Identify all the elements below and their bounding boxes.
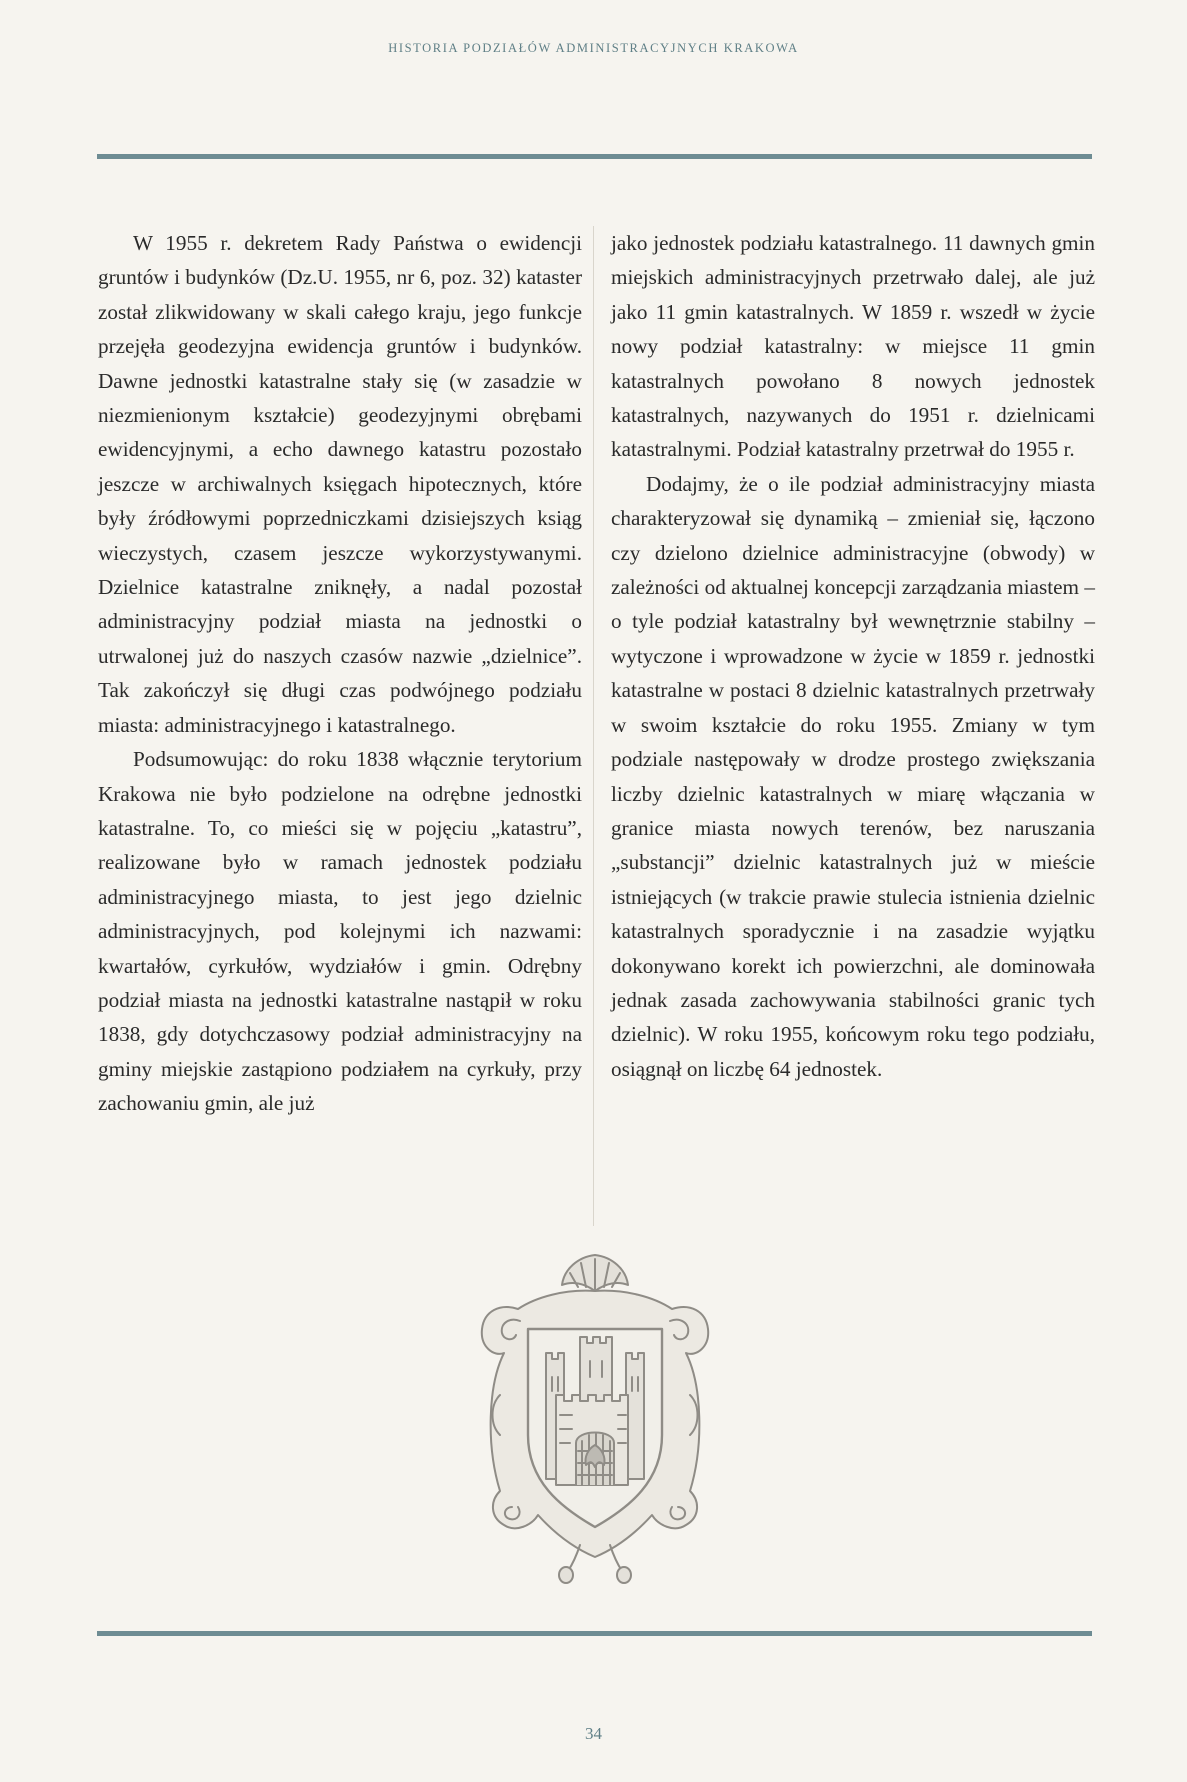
page-number: 34	[585, 1724, 602, 1743]
running-header: HISTORIA PODZIAŁÓW ADMINISTRACYJNYCH KRAKOWA	[388, 41, 799, 55]
left-column	[98, 226, 582, 1121]
bottom-rule	[97, 1631, 1092, 1636]
left-paragraph-1: W 1955 r. dekretem Rady Państwa o ewidencji gruntów i budynków (Dz.U. 1955, nr 6, poz. 32) kataster został zlikwidowany w skali całego kraju, jego funkcje przejęła geodezyjna ewidencja gruntów i budynków. Dawne jednostki katastralne stały się (w zasadzie w niezmienionym kształcie) geodezyjnymi obrębami ewidencyjnymi, a echo dawnego katastru pozostało jeszcze w archiwalnych księgach hipotecznych, które były źródłowymi poprzedniczkami dzisiejszych ksiąg wieczystych, czasem jeszcze wykorzystywanymi. Dzielnice katastralne zniknęły, a nadal pozostał administracyjny podział miasta na jednostki o utrwalonej już do naszych czasów nazwie „dzielnice”. Tak zakończył się długi czas podwójnego podziału miasta: administracyjnego i katastralnego.	[98, 231, 582, 737]
left-paragraph-2: Podsumowując: do roku 1838 włącznie terytorium Krakowa nie było podzielone na odrębne jednostki katastralne. To, co mieści się w pojęciu „katastru”, realizowane było w ramach jednostek podziału administracyjnego miasta, to jest jego dzielnic administracyjnych, pod kolejnymi ich nazwami: kwartałów, cyrkułów, wydziałów i gmin. Odrębny podział miasta na jednostki katastralne nastąpił w roku 1838, gdy dotychczasowy podział administracyjny na gminy miejskie zastąpiono podziałem na cyrkuły, przy zachowaniu gmin, ale już	[98, 747, 582, 1116]
column-divider	[593, 226, 594, 1226]
top-rule	[97, 154, 1092, 159]
right-paragraph-2: Dodajmy, że o ile podział administracyjny miasta charakteryzował się dynamiką – zmieniał się, łączono czy dzielono dzielnice administracyjne (obwody) w zależności od aktualnej koncepcji zarządzania miastem – o tyle podział katastralny był wewnętrznie stabilny – wytyczone i wprowadzone w życie w 1859 r. jednostki katastralne w postaci 8 dzielnic katastralnych przetrwały w swoim kształcie do roku 1955. Zmiany w tym podziale następowały w drodze prostego zwiększania liczby dzielnic katastralnych w miarę włączania w granice miasta nowych terenów, bez naruszania „substancji” dzielnic katastralnych już w mieście istniejących (w trakcie prawie stulecia istnienia dzielnic katastralnych sporadycznie i na zasadzie wyjątku dokonywano korekt ich powierzchni, ale dominowała jednak zasada zachowywania stabilności granic tych dzielnic). W roku 1955, końcowym roku tego podziału, osiągnął on liczbę 64 jednostek.	[611, 471, 1095, 1081]
right-column	[611, 226, 1095, 1086]
right-paragraph-1: jako jednostek podziału katastralnego. 11 dawnych gmin miejskich administracyjnych przetrwało dalej, ale już jako 11 gmin katastralnych. W 1859 r. wszedł w życie nowy podział katastralny: w miejsce 11 gmin katastralnych powołano 8 nowych jednostek katastralnych, nazywanych do 1951 r. dzielnicami katastralnymi. Podział katastralny przetrwał do 1955 r.	[611, 231, 1095, 462]
krakow-coat-of-arms-icon	[460, 1245, 730, 1585]
